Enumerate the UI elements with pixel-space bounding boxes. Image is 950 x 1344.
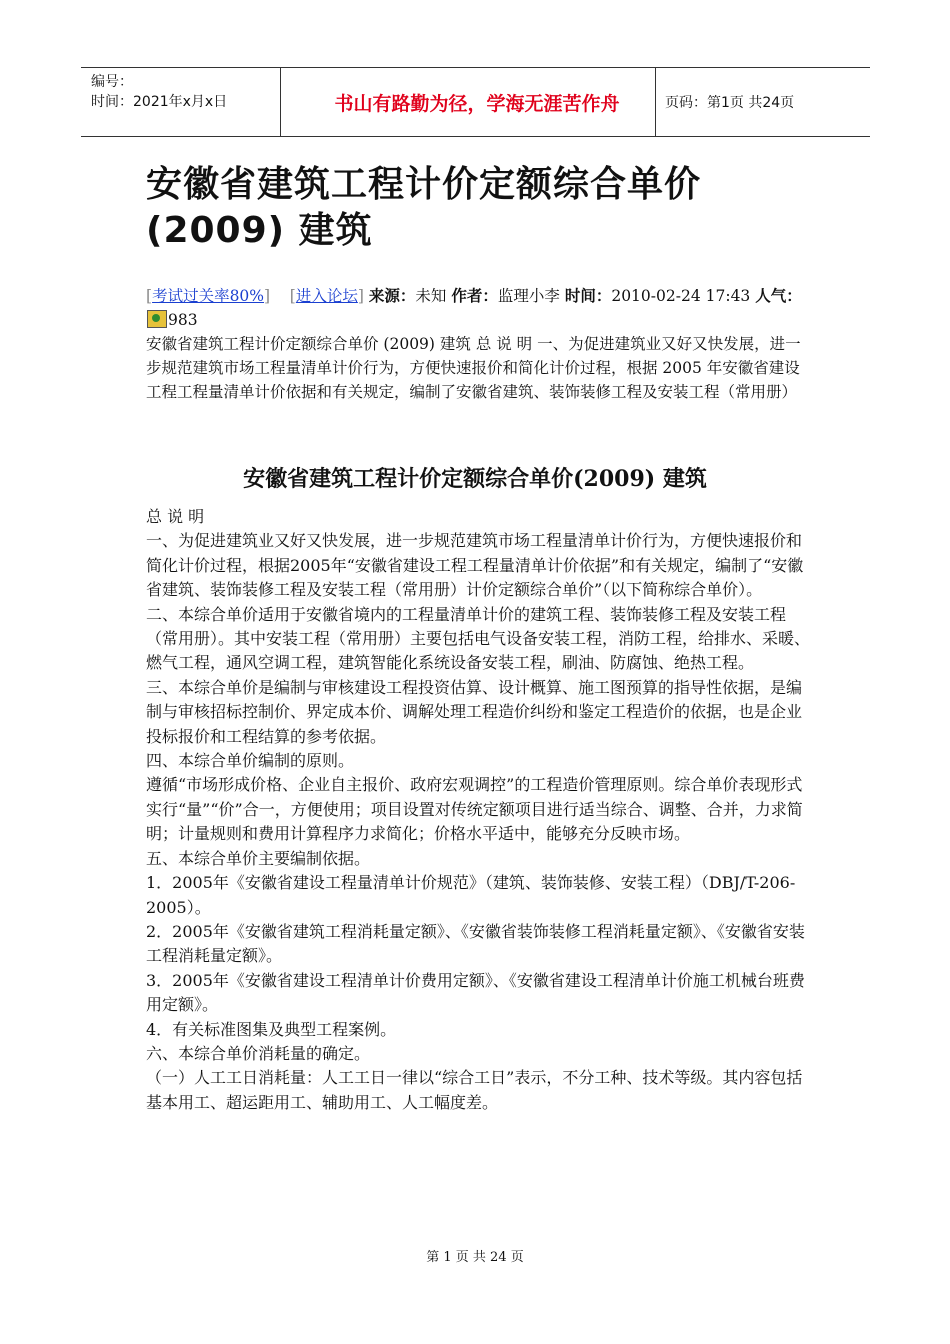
body-paragraph: 1．2005年《安徽省建设工程量清单计价规范》（建筑、装饰装修、安装工程）（DBJ/T-206-2005）。 [146, 873, 796, 917]
views-value: 983 [168, 311, 198, 329]
body-paragraph: （一）人工工日消耗量：人工工日一律以“综合工日”表示，不分工种、技术等级。其内容包括基本用工、超运距用工、辅助用工、人工幅度差。 [146, 1068, 803, 1112]
page-footer: 第 1 页 共 24 页 [426, 1250, 524, 1265]
header-page-info: 页码：第1页 共24页 [665, 95, 795, 111]
page-header [81, 67, 870, 137]
source-value: 未知 [415, 287, 447, 305]
body-paragraph: 五、本综合单价主要编制依据。 [146, 848, 371, 868]
author-label: 作者： [451, 287, 498, 305]
views-label: 人气： [755, 287, 802, 305]
article-body [146, 505, 810, 1115]
article-meta: [考试过关率80%] [进入论坛] 来源：未知 作者：监理小李 时间：2010-02-24 17:43 人气：983 [146, 287, 802, 329]
header-info [91, 72, 227, 112]
time-value: 2010-02-24 17:43 [611, 287, 751, 305]
title-line-2: (2009) 建筑 [146, 210, 373, 251]
section-title: 安徽省建筑工程计价定额综合单价(2009) 建筑 [243, 466, 707, 492]
body-paragraph: 四、本综合单价编制的原则。 [146, 751, 355, 771]
body-paragraph: 3．2005年《安徽省建设工程清单计价费用定额》、《安徽省建设工程清单计价施工机械台班费用定额》。 [146, 970, 805, 1015]
header-divider [280, 68, 281, 136]
header-divider [655, 68, 656, 136]
source-label: 来源： [368, 287, 416, 305]
header-motto: 书山有路勤为径，学海无涯苦作舟 [334, 92, 620, 115]
body-paragraph: 二、本综合单价适用于安徽省境内的工程量清单计价的建筑工程、装饰装修工程及安装工程（常用册）。其中安装工程（常用册）主要包括电气设备安装工程，消防工程，给排水、采暖、燃气工程，通风空调工程，建筑智能化系统设备安装工程，刷油、防腐蚀、绝热工程。 [146, 604, 811, 673]
body-paragraph: 遵循“市场形成价格、企业自主报价、政府宏观调控”的工程造价管理原则。综合单价表现形式实行“量”“价”合一，方便使用；项目设置对传统定额项目进行适当综合、调整、合并，力求简明；计量规则和费用计算程序力求简化；价格水平适中，能够充分反映市场。 [146, 775, 803, 844]
body-paragraph: 2．2005年《安徽省建筑工程消耗量定额》、《安徽省装饰装修工程消耗量定额》、《安徽省安装工程消耗量定额》。 [146, 921, 805, 966]
body-paragraph: 六、本综合单价消耗量的确定。 [146, 1043, 371, 1063]
article-summary: 安徽省建筑工程计价定额综合单价 (2009) 建筑 总 说 明 一、为促进建筑业又好又快发展，进一步规范建筑市场工程量清单计价行为，方便快速报价和简化计价过程，根据 2005 年安徽省建设工程工程量清单计价依据和有关规定，编制了安徽省建筑、装饰装修工程及安装工程（常用册） [146, 335, 801, 401]
forum-link[interactable]: 进入论坛 [295, 287, 358, 305]
body-paragraph: 4．有关标准图集及典型工程案例。 [146, 1019, 397, 1039]
header-number: 编号： [91, 74, 133, 90]
title-line-1: 安徽省建筑工程计价定额综合单价 [146, 164, 702, 205]
body-paragraph: 一、为促进建筑业又好又快发展，进一步规范建筑市场工程量清单计价行为，方便快速报价和简化计价过程，根据2005年“安徽省建设工程工程量清单计价依据”和有关规定，编制了“安徽省建筑、装饰装修工程及安装工程（常用册）计价定额综合单价”（以下简称综合单价）。 [146, 531, 804, 600]
author-value: 监理小李 [497, 287, 560, 305]
body-paragraph: 三、本综合单价是编制与审核建设工程投资估算、设计概算、施工图预算的指导性依据，是编制与审核招标控制价、界定成本价、调解处理工程造价纠纷和鉴定工程造价的依据，也是企业投标报价和工程结算的参考依据。 [146, 677, 803, 746]
body-paragraph: 总 说 明 [146, 507, 205, 526]
header-time: 时间：2021年x月x日 [91, 94, 228, 110]
document-title [146, 162, 826, 254]
time-label: 时间： [564, 287, 612, 305]
pass-rate-link[interactable]: 考试过关率80% [152, 287, 265, 305]
views-icon [147, 310, 167, 328]
